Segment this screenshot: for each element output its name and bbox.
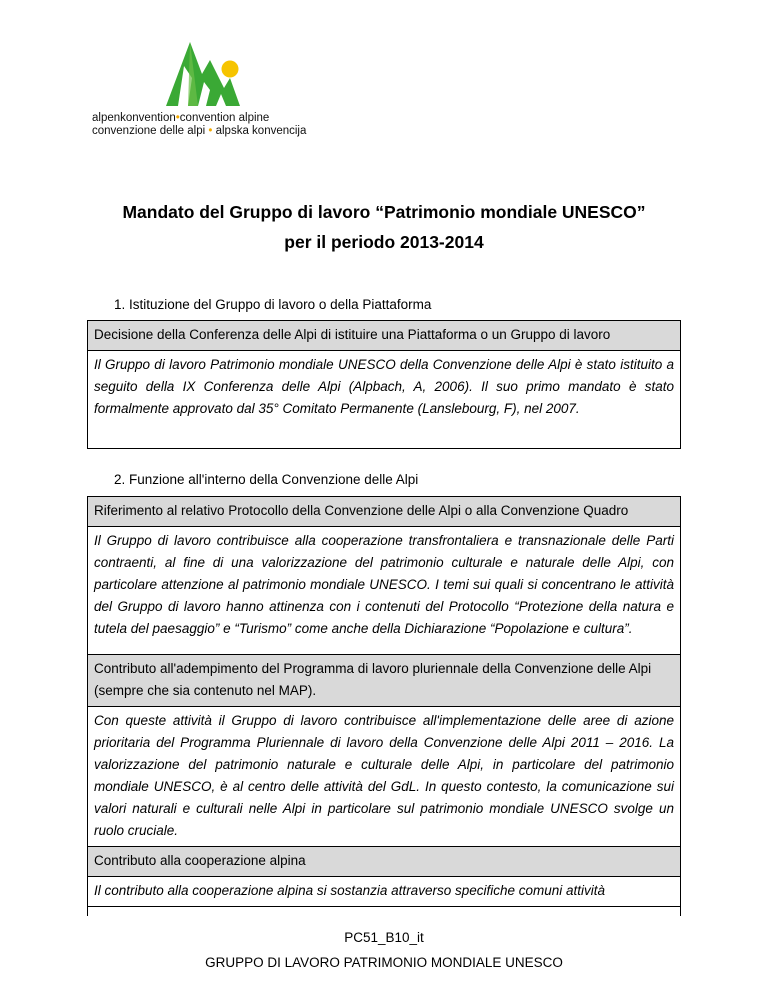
section-1-table-body: Il Gruppo di lavoro Patrimonio mondiale UNESCO della Convenzione delle Alpi è stato istituito a seguito della IX Conferenza delle Alpi (Alpbach, A, 2006). Il suo primo mandato è stato formalmente approvato dal 35° Comitato Permanente (Lanslebourg, F), nel 2007. xyxy=(88,351,680,449)
document-title-line-2: per il periodo 2013-2014 xyxy=(284,232,484,252)
section-2-row-header: Contributo alla cooperazione alpina xyxy=(88,847,680,877)
section-2-row-body: Il contributo alla cooperazione alpina si sostanzia attraverso specifiche comuni attività xyxy=(88,877,680,907)
section-1-table-header: Decisione della Conferenza delle Alpi di istituire una Piattaforma o un Gruppo di lavoro xyxy=(88,321,680,351)
footer-working-group-name: GRUPPO DI LAVORO PATRIMONIO MONDIALE UNESCO xyxy=(205,955,563,970)
section-1-table xyxy=(87,320,681,449)
mountain-logo-icon xyxy=(164,38,246,110)
alpine-convention-logo xyxy=(92,38,307,148)
section-2-table xyxy=(87,496,681,916)
footer-document-code: PC51_B10_it xyxy=(344,930,424,945)
document-title-line-1: Mandato del Gruppo di lavoro “Patrimonio mondiale UNESCO” xyxy=(122,202,646,222)
section-2-heading: 2. Funzione all'interno della Convenzione delle Alpi xyxy=(114,472,419,487)
section-2-row-header: Contributo all'adempimento del Programma di lavoro pluriennale della Convenzione delle Alpi (sempre che sia contenuto nel MAP). xyxy=(88,655,680,707)
section-1-heading: 1. Istituzione del Gruppo di lavoro o della Piattaforma xyxy=(114,297,432,312)
section-2-row-body: Il Gruppo di lavoro contribuisce alla cooperazione transfrontaliera e transnazionale delle Parti contraenti, al fine di una valorizzazione del patrimonio culturale e naturale delle Alpi, con particolare attenzione al patrimonio mondiale UNESCO. I temi sui quali si concentrano le attività del Gruppo di lavoro hanno attinenza con i contenuti del Protocollo “Protezione della natura e tutela del paesaggio” e “Turismo” come anche della Dichiarazione “Popolazione e cultura”. xyxy=(88,527,680,655)
section-2-row-header: Riferimento al relativo Protocollo della Convenzione delle Alpi o alla Convenzione Quadro xyxy=(88,497,680,527)
logo-wordmark: alpenkonvention•convention alpine convenzione delle alpi • alpska konvencija xyxy=(92,112,307,137)
section-2-row-body: Con queste attività il Gruppo di lavoro contribuisce all'implementazione delle aree di azione prioritaria del Programma Pluriennale di lavoro della Convenzione delle Alpi 2011 – 2016. La valorizzazione del patrimonio naturale e culturale delle Alpi, in particolare del patrimonio mondiale UNESCO, è al centro delle attività del GdL. In questo contesto, la comunicazione sui valori naturali e culturali nelle Alpi in particolare sul patrimonio mondiale UNESCO svolge un ruolo cruciale. xyxy=(88,707,680,847)
